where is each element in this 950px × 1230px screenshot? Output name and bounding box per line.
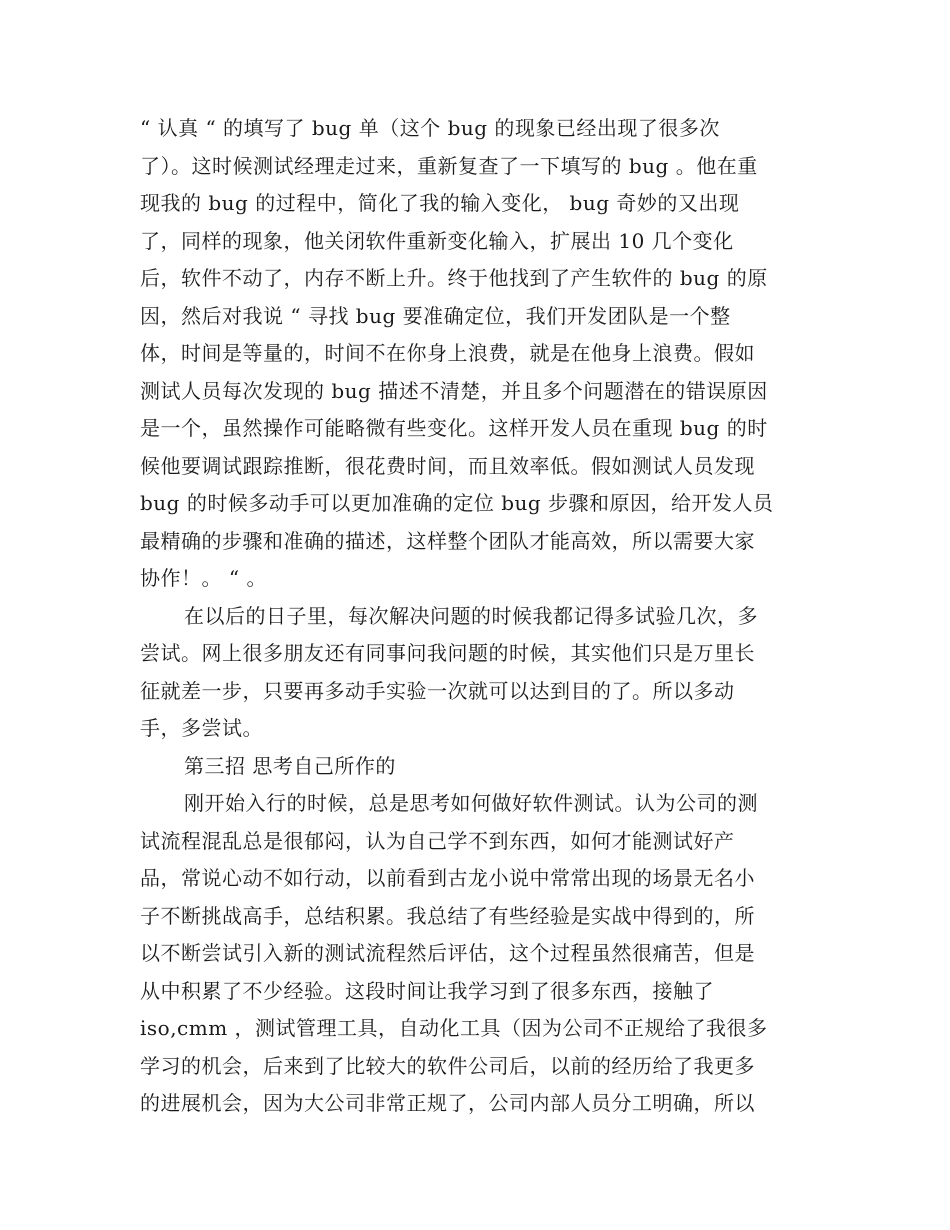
text-line: 第三招 思考自己所作的 (184, 753, 396, 778)
document-body (140, 110, 820, 1123)
text-line: 后，软件不动了，内存不断上升。终于他找到了产生软件的 bug 的原 (140, 266, 768, 290)
text-line: 的进展机会，因为大公司非常正规了，公司内部人员分工明确，所以 (140, 1091, 755, 1115)
text-line: 了，同样的现象，他关闭软件重新变化输入，扩展出 10 几个变化 (140, 228, 734, 253)
text-line: 在以后的日子里，每次解决问题的时候我都记得多试验几次，多 (184, 603, 758, 628)
text-line: 现我的 bug 的过程中，简化了我的输入变化， bug 奇妙的又出现 (140, 191, 740, 215)
text-line: 了）。这时候测试经理走过来，重新复查了一下填写的 bug 。他在重 (140, 153, 758, 178)
text-line: 协作！。 “ 。 (140, 566, 267, 590)
text-line: iso,cmm ，测试管理工具，自动化工具（因为公司不正规给了我很多 (140, 1016, 768, 1040)
text-line: 刚开始入行的时候，总是思考如何做好软件测试。认为公司的测 (184, 791, 758, 815)
text-line: “ 认真 “ 的填写了 bug 单（这个 bug 的现象已经出现了很多次 (140, 116, 720, 140)
text-line: 尝试。网上很多朋友还有同事问我问题的时候，其实他们只是万里长 (140, 641, 755, 665)
text-line: 测试人员每次发现的 bug 描述不清楚，并且多个问题潜在的错误原因 (140, 378, 768, 403)
text-line: 最精确的步骤和准确的描述，这样整个团队才能高效，所以需要大家 (140, 528, 755, 553)
text-line: 候他要调试跟踪推断，很花费时间，而且效率低。假如测试人员发现 (140, 453, 755, 478)
text-line: 从中积累了不少经验。这段时间让我学习到了很多东西，接触了 (140, 978, 714, 1003)
text-line: 征就差一步，只要再多动手实验一次就可以达到目的了。所以多动 (140, 678, 735, 703)
text-line: 因，然后对我说 “ 寻找 bug 要准确定位，我们开发团队是一个整 (140, 303, 731, 328)
text-line: 是一个，虽然操作可能略微有些变化。这样开发人员在重现 bug 的时 (140, 416, 768, 440)
text-line: 子不断挑战高手，总结积累。我总结了有些经验是实战中得到的，所 (140, 903, 755, 928)
text-line: 手，多尝试。 (140, 716, 263, 740)
text-line: 体，时间是等量的，时间不在你身上浪费，就是在他身上浪费。假如 (140, 341, 755, 365)
text-line: 试流程混乱总是很郁闷，认为自己学不到东西，如何才能测试好产 (140, 828, 735, 853)
text-line: 学习的机会，后来到了比较大的软件公司后，以前的经历给了我更多 (140, 1053, 755, 1078)
text-line: bug 的时候多动手可以更加准确的定位 bug 步骤和原因，给开发人员 (140, 491, 774, 515)
text-line: 品，常说心动不如行动，以前看到古龙小说中常常出现的场景无名小 (140, 866, 755, 890)
text-line: 以不断尝试引入新的测试流程然后评估，这个过程虽然很痛苦，但是 (140, 941, 755, 965)
